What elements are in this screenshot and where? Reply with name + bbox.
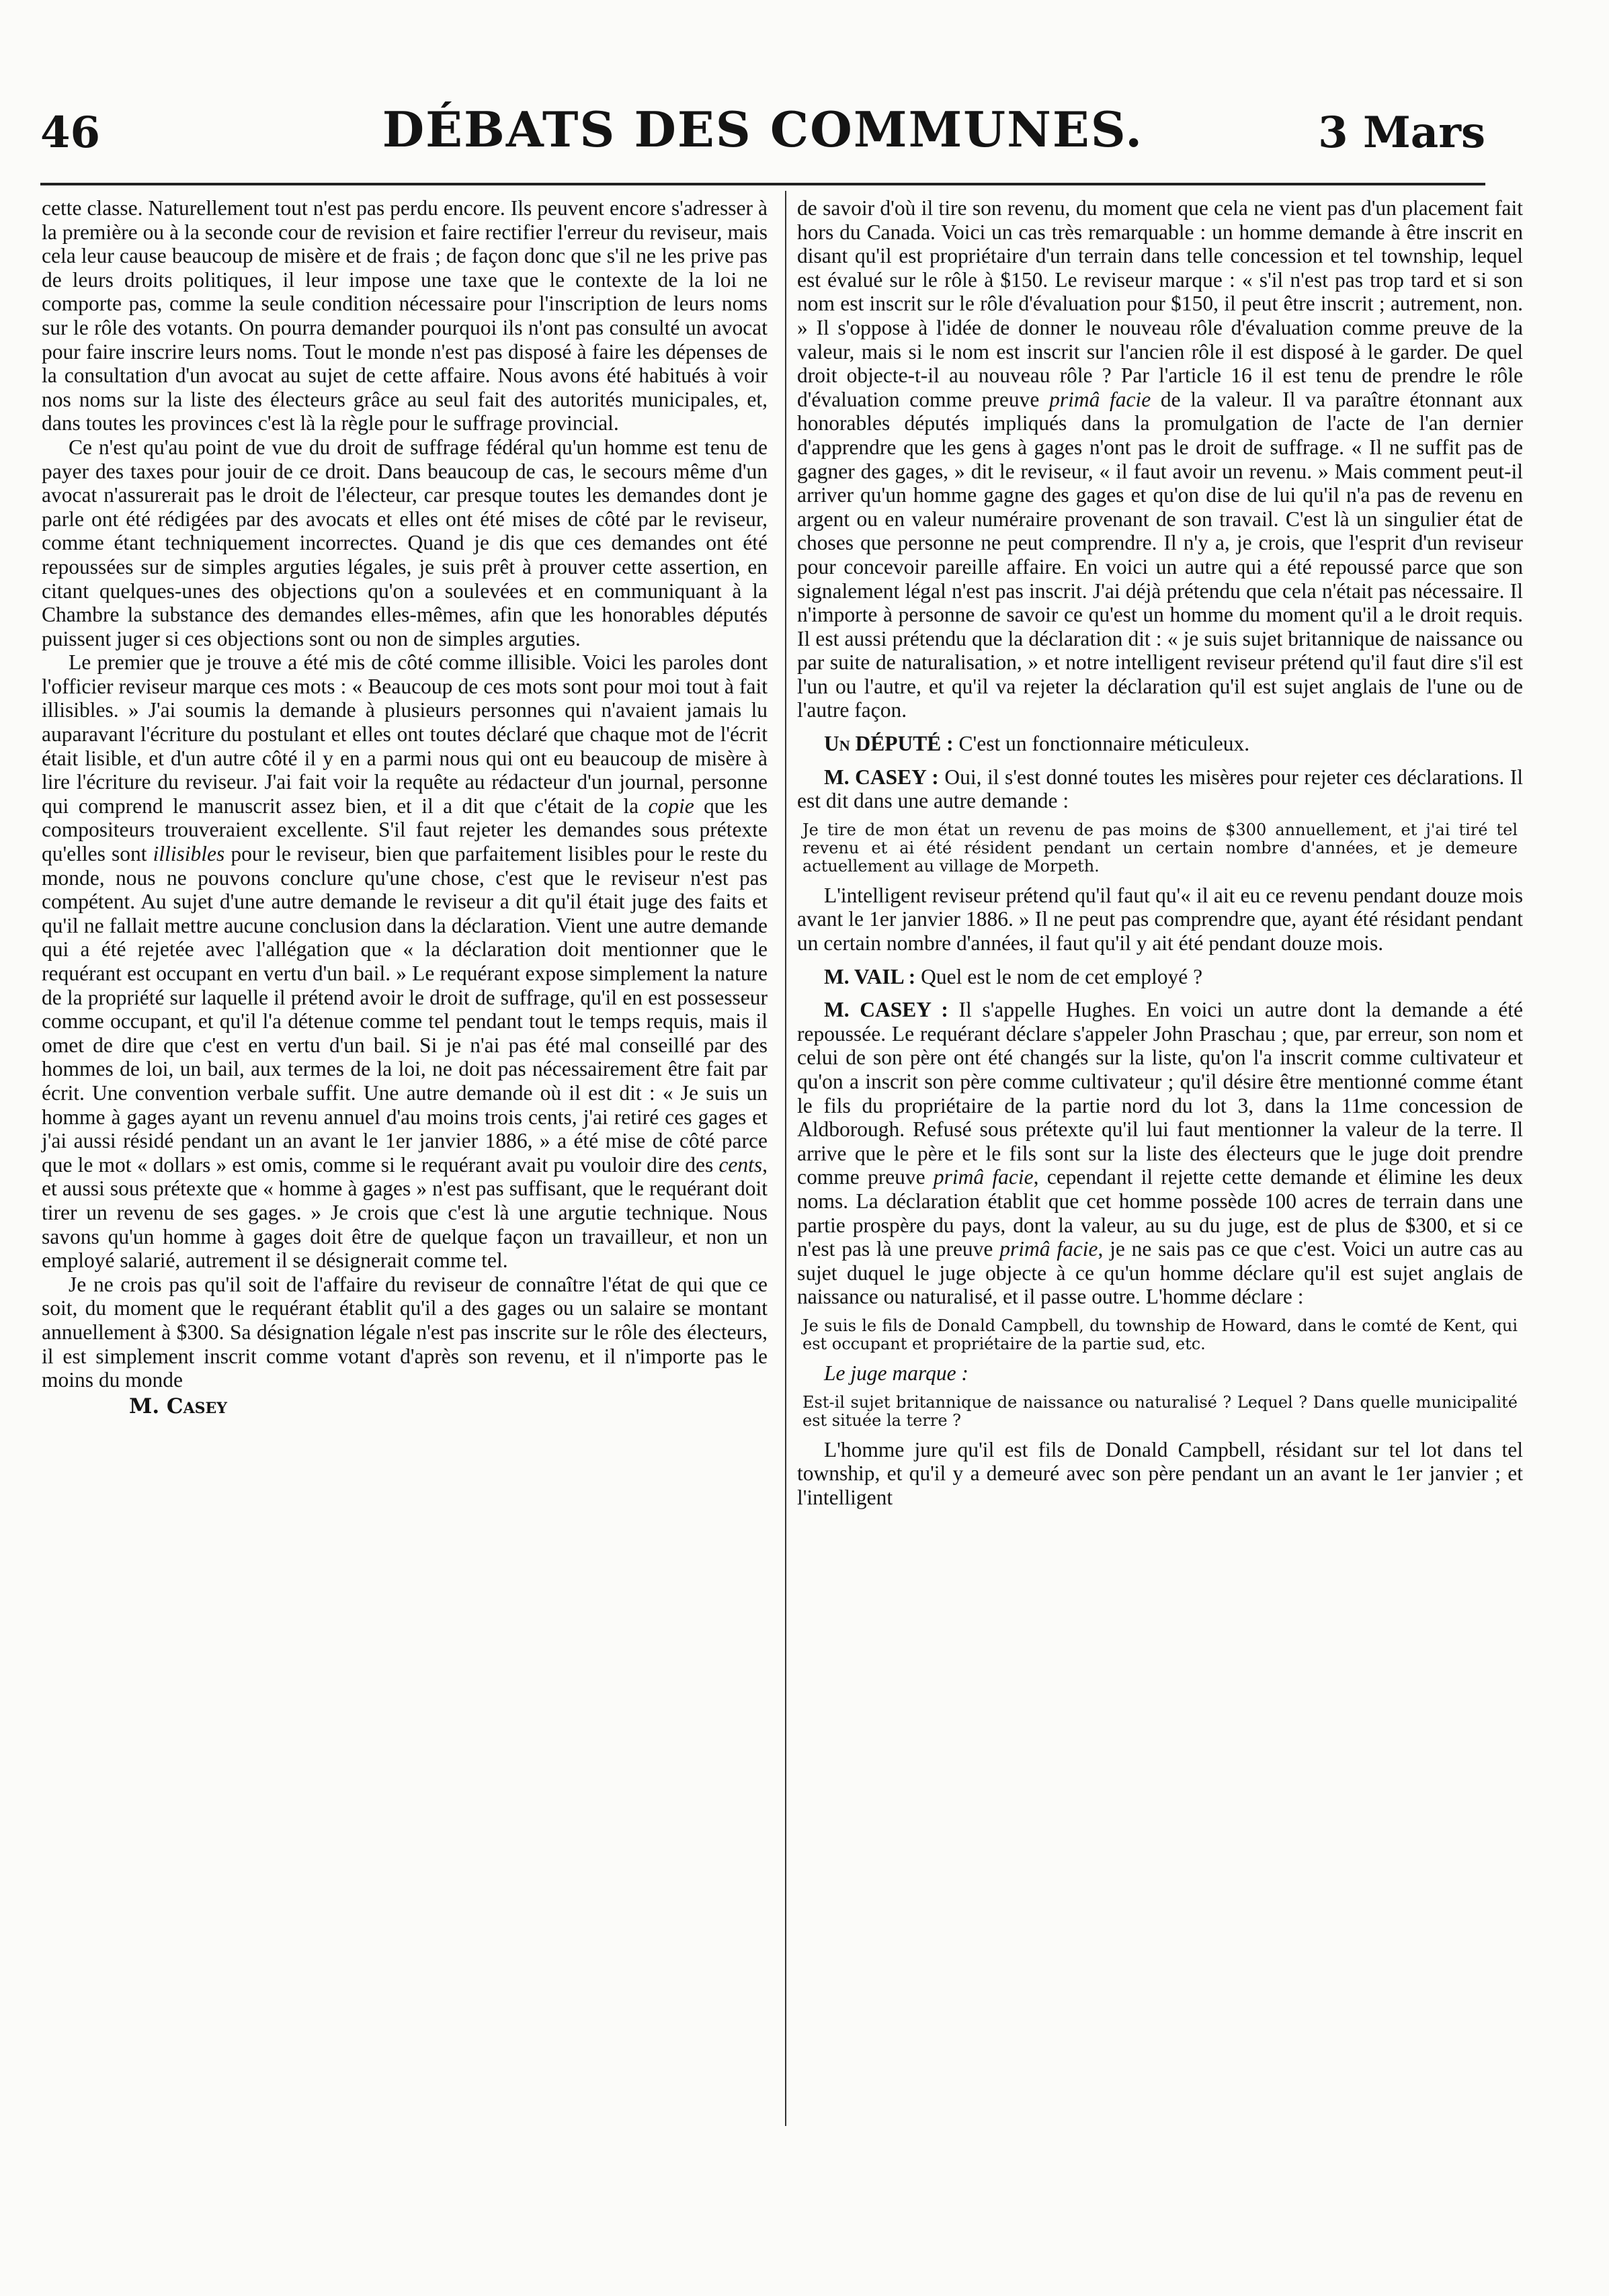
- text-run: Il s'appelle Hughes. En voici un autre dont la demande a été repoussée. Le requérant déclare s'appeler John Praschau ; que, par erreur, son nom et celui de son père ont été changés sur la liste, qu'on l'a inscrit comme cultivateur et qu'on a inscrit son père comme cultivateur ; qu'il désire être mentionné comme étant le fils du propriétaire de la partie nord du lot 3, dans la 11me concession de Aldborough. Refusé sous prétexte qu'il lui faut mentionner la valeur de la terre. Il arrive que le père et le fils sont sur la liste des électeurs que le juge doit prendre comme preuve: [797, 998, 1523, 1189]
- italic-term: primâ facie: [933, 1165, 1034, 1189]
- speaker-name: M. CASEY :: [824, 998, 948, 1022]
- quoted-judge-note: Est-il sujet britannique de naissance ou naturalisé ? Lequel ? Dans quelle municipalité est située la terre ?: [802, 1392, 1518, 1430]
- paragraph: [797, 1361, 1523, 1386]
- speech-paragraph: [797, 732, 1523, 756]
- italic-term: primâ facie: [1049, 387, 1151, 411]
- paragraph: Ce n'est qu'au point de vue du droit de suffrage fédéral qu'un homme est tenu de payer des taxes pour jouir de ce droit. Dans beaucoup de cas, le secours même d'un avocat n'assurerait pas le droit de l'électeur, car presque toutes les demandes dont je parle ont été rédigées par des avocats et elles ont été mises de côté par le reviseur, comme étant techniquement incorrectes. Quand je dis que ces demandes ont été repoussées sur de simples arguties légales, je suis prêt à prouver cette assertion, en citant quelques-unes des objections qu'on a soulevées et en communiquant à la Chambre la substance des demandes elles-mêmes, afin que les honorables députés puissent juger si ces objections sont ou non de simples arguties.: [42, 435, 768, 650]
- text-run: , cependant il rejette cette demande et élimine les deux noms. La déclaration établit que cet homme possède 100 acres de terrain dans une partie prospère du pays, dont la valeur, au su du juge, est de plus de $300, et si ce n'est pas là une preuve: [797, 1165, 1524, 1261]
- italic-term: Le juge marque :: [824, 1361, 968, 1385]
- page-header: [40, 101, 1485, 175]
- text-run: Le premier que je trouve a été mis de côté comme illisible. Voici les paroles dont l'officier reviseur marque ces mots : « Beaucoup de ces mots sont pour moi tout à fait illisibles. » J'ai soumis la demande à plusieurs personnes qui n'avaient jamais lu auparavant l'écriture du postulant et elles ont toutes déclaré que chaque mot de l'écrit était lisible, et d'un autre côté il y en a parmi nous qui ont eu beaucoup de misère à lire l'écriture du reviseur. J'ai fait voir la requête au rédacteur d'un journal, personne qui comprend le manuscrit assez bien, et il a dit que c'était de la: [42, 650, 768, 818]
- paragraph: [42, 650, 768, 1272]
- paragraph: L'homme jure qu'il est fils de Donald Campbell, résidant sur tel lot dans tel township, et qu'il y a demeuré avec son père pendant un an avant le 1er janvier ; et l'intelligent: [797, 1437, 1523, 1509]
- right-column: [797, 196, 1523, 1509]
- text-run: C'est un fonctionnaire méticuleux.: [953, 732, 1250, 756]
- paragraph: L'intelligent reviseur prétend qu'il faut qu'« il ait eu ce revenu pendant douze mois avant le 1er janvier 1886. » Il ne peut pas comprendre que, ayant été résidant pendant un certain nombre d'années, il faut qu'il y ait été pendant douze mois.: [797, 883, 1523, 955]
- header-rule: [40, 183, 1485, 185]
- speaker-name: M. VAIL :: [824, 964, 916, 988]
- text-run: , et aussi sous prétexte que « homme à gages » n'est pas suffisant, que le requérant doit tirer un revenu de ses gages. » Je crois que c'est là une argutie technique. Nous savons qu'un homme à gages doit être de quelque façon un travailleur, et non un employé salarié, autrement il se désignerait comme tel.: [42, 1152, 768, 1273]
- italic-term: primâ facie: [999, 1237, 1098, 1261]
- column-divider: [785, 191, 786, 2126]
- quoted-declaration: Je suis le fils de Donald Campbell, du township de Howard, dans le comté de Kent, qui est occupant et propriétaire de la partie sud, etc.: [802, 1316, 1518, 1353]
- paragraph: cette classe. Naturellement tout n'est pas perdu encore. Ils peuvent encore s'adresser à la première ou à la seconde cour de revision et faire rectifier l'erreur du reviseur, mais cela leur cause beaucoup de misère et de frais ; de façon donc que s'il ne les prive pas de leurs droits politiques, il leur impose une taxe que le contexte de la loi ne comporte pas, comme la seule condition nécessaire pour l'inscription de leurs noms sur le rôle des votants. On pourra demander pourquoi ils n'ont pas consulté un avocat pour faire inscrire leurs noms. Tout le monde n'est pas disposé à faire les dépenses de la consultation d'un avocat au sujet de cette affaire. Nous avons été habitués à voir nos noms sur la liste des électeurs grâce au seul fait des autorités municipales, et, dans toutes les provinces c'est là la règle pour le suffrage provincial.: [42, 196, 768, 435]
- page-number: 46: [40, 108, 101, 158]
- text-run: de savoir d'où il tire son revenu, du moment que cela ne vient pas d'un placement fait hors du Canada. Voici un cas très remarquable : un homme demande à être inscrit en disant qu'il est propriétaire d'un terrain dans telle concession et tel township, lequel est évalué sur le rôle à $150. Le reviseur marque : « s'il n'est pas trop tard et si son nom est inscrit sur le rôle d'évaluation pour $150, il peut être inscrit ; autrement, non. » Il s'oppose à l'idée de donner le nouveau rôle d'évaluation comme preuve de la valeur, mais si le nom est inscrit sur l'ancien rôle il est disposé à le garder. De quel droit objecte-t-il au nouveau rôle ? Par l'article 16 il est tenu de prendre le rôle d'évaluation comme preuve: [797, 196, 1523, 411]
- italic-term: illisibles: [153, 842, 225, 866]
- left-column: [42, 196, 768, 1418]
- page-title: DÉBATS DES COMMUNES.: [382, 101, 1144, 158]
- paragraph: [797, 196, 1523, 722]
- speech-paragraph: [797, 998, 1523, 1309]
- paragraph: Je ne crois pas qu'il soit de l'affaire du reviseur de connaître l'état de qui que ce soit, du moment que le requérant établit qu'il a des gages ou un salaire se montant annuellement à $300. Sa désignation légale n'est pas inscrite sur le rôle des électeurs, il est simplement inscrit comme votant d'après son revenu, et il n'importe pas le moins du monde: [42, 1272, 768, 1392]
- page-date: 3 Mars: [1318, 108, 1485, 158]
- italic-term: cents: [718, 1152, 763, 1177]
- speech-paragraph: [797, 765, 1523, 813]
- speech-paragraph: [797, 965, 1523, 989]
- speaker-signature: M. Casey: [129, 1394, 228, 1418]
- text-run: Oui, il s'est donné toutes les misères pour rejeter ces déclarations. Il est dit dans une autre demande :: [797, 765, 1523, 813]
- speaker-name: Un DÉPUTÉ :: [824, 732, 954, 756]
- quoted-declaration: Je tire de mon état un revenu de pas moins de $300 annuellement, et j'ai tiré tel revenu et ai été résident pendant un certain nombre d'années, et je demeure actuellement au village de Morpeth.: [802, 820, 1518, 876]
- text-run: de la valeur. Il va paraître étonnant aux honorables députés impliqués dans la promulgation de l'acte de l'an dernier d'apprendre que les gens à gages n'ont pas le droit de suffrage. « Il ne suffit pas de gagner des gages, » dit le reviseur, « il faut avoir un revenu. » Mais comment peut-il arriver qu'un homme gagne des gages et qu'on dise de lui qu'il n'a pas de revenu en argent ou en valeur numéraire provenant de son travail. C'est là un singulier état de choses que personne ne peut comprendre. Il n'y a, je crois, que l'esprit d'un reviseur pour concevoir pareille affaire. En voici un autre qui a été repoussé parce que son signalement légal n'est pas inscrit. J'ai déjà prétendu que cela n'était pas nécessaire. Il n'importe à personne de savoir ce qu'est un homme du moment qu'il a le droit requis. Il est aussi prétendu que la déclaration dit : « je suis sujet britannique de naissance ou par suite de naturalisation, » et notre intelligent reviseur prétend qu'il faut dire s'il est l'un ou l'autre, et qu'il va rejeter la déclaration qu'il est sujet anglais de l'une ou de l'autre façon.: [797, 387, 1523, 722]
- text-run: que les compositeurs trouveraient excellente. S'il faut rejeter les demandes sous prétexte qu'elles sont: [42, 794, 768, 866]
- speaker-name: M. CASEY :: [824, 765, 939, 789]
- text-run: Quel est le nom de cet employé ?: [915, 964, 1203, 988]
- italic-term: copie: [648, 794, 694, 818]
- text-run: pour le reviseur, bien que parfaitement lisibles pour le reste du monde, nous ne pouvons conclure qu'une chose, c'est que le reviseur n'est pas compétent. Au sujet d'une autre demande le reviseur a dit qu'il était juge des faits et qu'il ne fallait mettre aucune conclusion dans la déclaration. Vient une autre demande qui a été rejetée avec l'allégation que « la déclaration doit mentionner que le requérant est occupant en vertu d'un bail. » Le requérant expose simplement la nature de la propriété sur laquelle il prétend avoir le droit de suffrage, qu'il en est possesseur comme occupant, et qu'il l'a détenue comme tel pendant tout le temps requis, mais il omet de dire que c'est en vertu d'un bail. Si je n'ai pas été mal conseillé par des hommes de loi, un bail, aux termes de la loi, ne doit pas nécessairement être fait par écrit. Une convention verbale suffit. Une autre demande où il est dit : « Je suis un homme à gages ayant un revenu annuel d'au moins trois cents, j'ai retiré ces gages et j'ai aussi résidé pendant un an avant le 1er janvier 1886, » a été mise de côté parce que le mot « dollars » est omis, comme si le requérant avait pu vouloir dire des: [42, 842, 768, 1177]
- text-run: , je ne sais pas ce que c'est. Voici un autre cas au sujet duquel le juge objecte à ce qu'un homme déclare qu'il est sujet anglais de naissance ou naturalisé, et il passe outre. L'homme déclare :: [797, 1237, 1523, 1309]
